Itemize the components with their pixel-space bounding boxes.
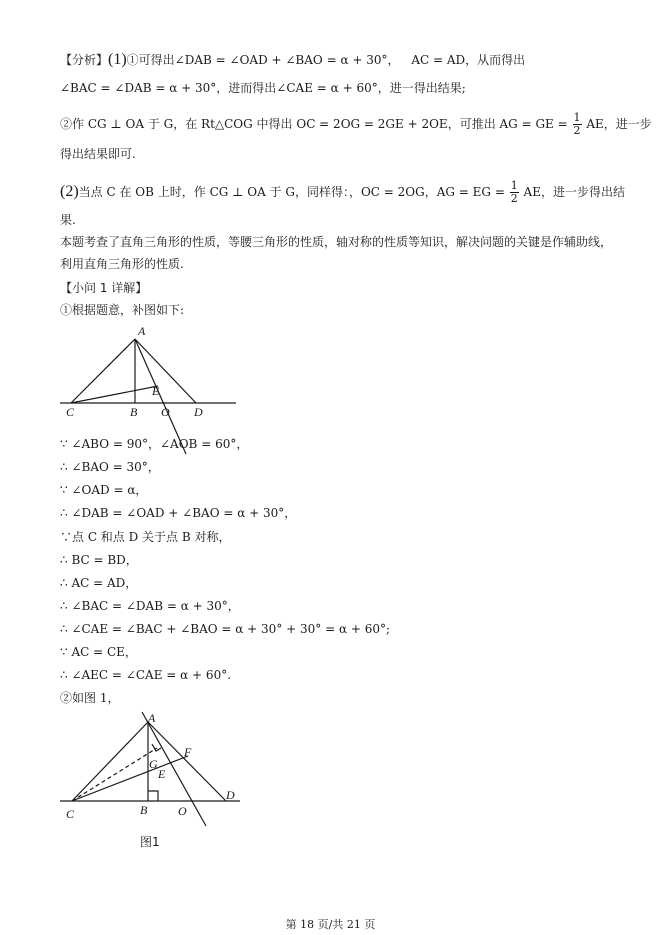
analysis-line-8: 利用直角三角形的性质.	[60, 257, 184, 271]
fig2-caption: 图1	[140, 835, 160, 849]
analysis-line-3	[60, 112, 652, 137]
analysis-line-1a: ①可得出∠DAB = ∠OAD + ∠BAO = α + 30°，	[126, 53, 400, 67]
fig2-label-o: O	[178, 804, 187, 818]
fraction-half: $\frac{1}{2}$	[573, 111, 581, 137]
fig2-label-g: G	[149, 757, 158, 771]
fig1-label-b: B	[130, 405, 138, 419]
analysis-line-7: 本题考查了直角三角形的性质，等腰三角形的性质，轴对称的性质等知识，解决问题的关键是作辅助线，	[60, 235, 613, 249]
segment-ac	[71, 339, 135, 403]
fig2-label-c: C	[66, 807, 75, 821]
fig1-label-e: E	[152, 384, 160, 398]
analysis-line-2: ∠BAC = ∠DAB = α + 30°，进而得出∠CAE = α + 60°，进一得出结果;	[60, 81, 466, 95]
q1-header: 【小问 1 详解】	[60, 281, 148, 295]
analysis-line-5a: 当点 C 在 OB 上时，作 CG ⊥ OA 于 G，同样得：，OC = 2OG，AG = EG =	[78, 185, 505, 199]
q1-step-9: ∴ ∠CAE = ∠BAC + ∠BAO = α + 30° + 30° = α + 60°;	[60, 622, 391, 636]
fig1-label-o: O	[161, 405, 170, 419]
q1-step-5: ∵点 C 和点 D 关于点 B 对称，	[60, 530, 231, 544]
fig2-label-a: A	[148, 711, 156, 725]
q1-part2-intro: ②如图 1，	[60, 691, 120, 705]
fig2-label-b: B	[140, 803, 148, 817]
q1-intro: ①根据题意，补图如下:	[60, 303, 185, 317]
q1-step-3: ∵ ∠OAD = α，	[60, 483, 148, 497]
q1-step-8: ∴ ∠BAC = ∠DAB = α + 30°，	[60, 599, 240, 613]
segment-cf	[72, 756, 188, 801]
segment-ce	[71, 386, 158, 403]
fig1-label-a: A	[138, 324, 146, 338]
fig1-label-d: D	[194, 405, 203, 419]
analysis-line-6: 果.	[60, 213, 76, 227]
segment-ad	[135, 339, 196, 403]
fraction-half-2: $\frac{1}{2}$	[510, 179, 518, 205]
analysis-tag: 【分析】	[60, 53, 109, 67]
figure-2-diagram	[58, 706, 248, 856]
part2-number: (2)	[60, 183, 79, 200]
right-angle-b	[148, 791, 158, 801]
page-footer: 第 18 页/共 21 页	[285, 918, 376, 931]
right-angle-g	[152, 744, 161, 751]
analysis-line-1	[60, 52, 525, 68]
segment-cg-dashed	[72, 748, 157, 801]
q1-step-1: ∵ ∠ABO = 90°，∠AOB = 60°，	[60, 437, 249, 451]
fig2-label-f: F	[184, 745, 192, 759]
fig2-label-d: D	[226, 788, 235, 802]
part1-number: (1)	[108, 51, 127, 68]
analysis-line-1b: AC = AD，从而得出	[411, 53, 526, 67]
q1-step-10: ∵ AC = CE，	[60, 645, 137, 659]
analysis-line-3b: AE，进一步	[586, 117, 652, 131]
q1-step-4: ∴ ∠DAB = ∠OAD + ∠BAO = α + 30°，	[60, 506, 297, 520]
q1-step-7: ∴ AC = AD，	[60, 576, 138, 590]
fig1-label-c: C	[66, 405, 75, 419]
q1-step-6: ∴ BC = BD，	[60, 553, 138, 567]
q1-step-2: ∴ ∠BAO = 30°，	[60, 460, 160, 474]
segment-ac-2	[72, 722, 148, 801]
analysis-line-4: 得出结果即可.	[60, 147, 136, 161]
analysis-line-5	[60, 180, 625, 205]
segment-ad-2	[148, 722, 226, 801]
q1-step-11: ∴ ∠AEC = ∠CAE = α + 60°.	[60, 668, 232, 682]
fig2-label-e: E	[158, 767, 166, 781]
analysis-line-5b: AE，进一步得出结	[523, 185, 625, 199]
analysis-line-3a: ②作 CG ⊥ OA 于 G，在 Rt△COG 中得出 OC = 2OG = 2GE + 2OE，可推出 AG = GE =	[60, 117, 568, 131]
